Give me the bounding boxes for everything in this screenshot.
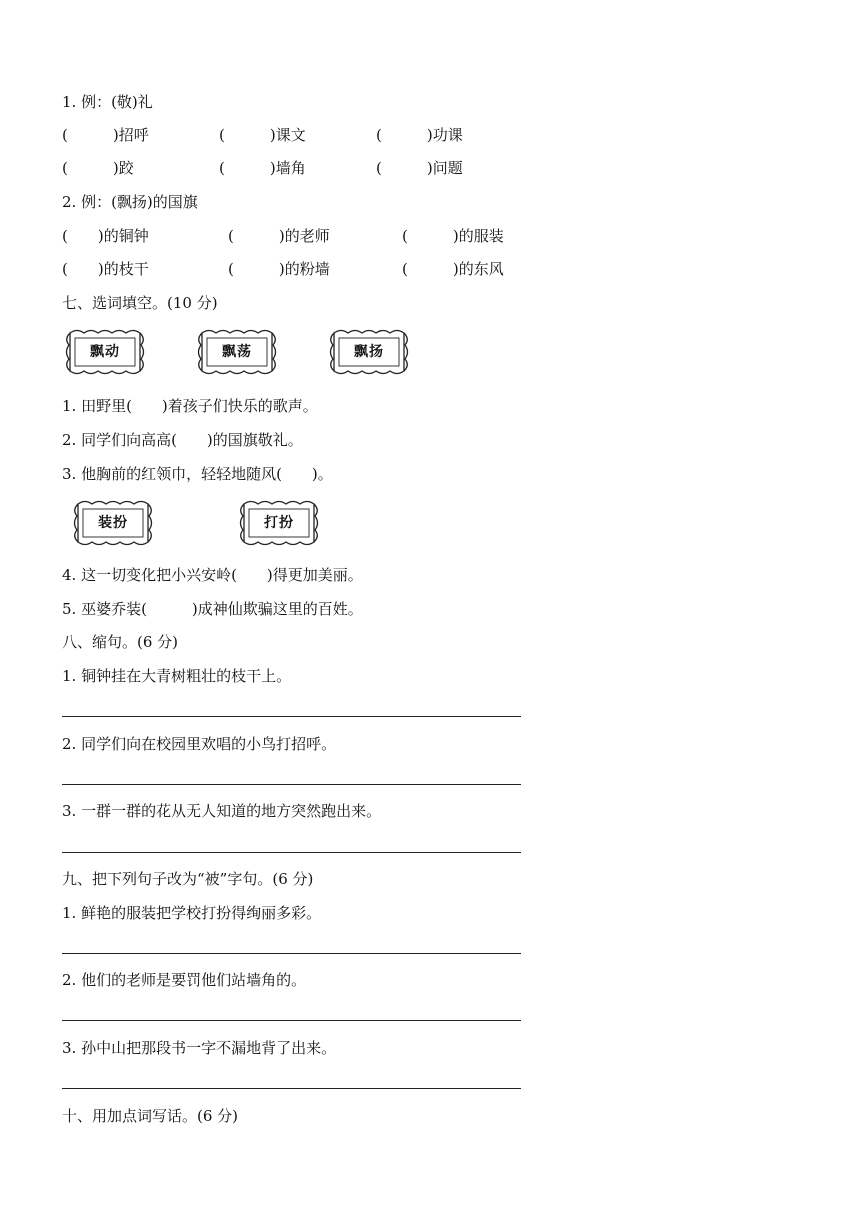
q6-blank-gongke: ( )功课	[376, 126, 463, 144]
q6-blank-laoshi: ( )的老师	[228, 227, 330, 245]
q7-sentence-5: 5. 巫婆乔装( )成神仙欺骗这里的百姓。	[62, 600, 363, 618]
word-box-zhuangban	[72, 500, 154, 546]
word-piaodong: 飘动	[90, 344, 120, 360]
q6-blank-tongzhong: ( )的铜钟	[62, 227, 149, 245]
q8-answer-line-2[interactable]	[62, 784, 521, 785]
q8-sentence-2: 2. 同学们向在校园里欢唱的小鸟打招呼。	[62, 735, 337, 753]
q9-sentence-3: 3. 孙中山把那段书一字不漏地背了出来。	[62, 1039, 337, 1057]
word-zhuangban: 装扮	[98, 515, 128, 531]
q8-answer-line-1[interactable]	[62, 716, 521, 717]
q8-sentence-3: 3. 一群一群的花从无人知道的地方突然跑出来。	[62, 802, 382, 820]
q10-title: 十、用加点词写话。(6 分)	[62, 1107, 239, 1125]
q9-answer-line-2[interactable]	[62, 1020, 521, 1021]
word-piaodang: 飘荡	[222, 344, 252, 360]
q8-title: 八、缩句。(6 分)	[62, 633, 179, 651]
q6-example-2: 2. 例：(飘扬)的国旗	[62, 193, 198, 211]
q7-title: 七、选词填空。(10 分)	[62, 294, 218, 312]
q6-blank-fuzhuang: ( )的服装	[402, 227, 504, 245]
q6-blank-jiao: ( )跤	[62, 159, 134, 177]
q9-answer-line-1[interactable]	[62, 953, 521, 954]
q9-answer-line-3[interactable]	[62, 1088, 521, 1089]
q7-sentence-2: 2. 同学们向高高( )的国旗敬礼。	[62, 431, 303, 449]
q6-blank-kewen: ( )课文	[219, 126, 306, 144]
q6-blank-zhaohu: ( )招呼	[62, 126, 149, 144]
q9-title: 九、把下列句子改为“被”字句。(6 分)	[62, 870, 314, 888]
q6-blank-qiangjiao: ( )墙角	[219, 159, 306, 177]
word-box-piaodong	[64, 329, 146, 375]
word-box-daban	[238, 500, 320, 546]
word-box-piaoyang	[328, 329, 410, 375]
q7-sentence-1: 1. 田野里( )着孩子们快乐的歌声。	[62, 397, 318, 415]
q9-sentence-2: 2. 他们的老师是要罚他们站墙角的。	[62, 971, 307, 989]
q6-blank-zhigan: ( )的枝干	[62, 260, 149, 278]
q7-sentence-4: 4. 这一切变化把小兴安岭( )得更加美丽。	[62, 566, 363, 584]
q6-blank-dongfeng: ( )的东风	[402, 260, 504, 278]
q7-sentence-3: 3. 他胸前的红领巾，轻轻地随风( )。	[62, 465, 333, 483]
q8-sentence-1: 1. 铜钟挂在大青树粗壮的枝干上。	[62, 667, 292, 685]
q6-blank-fenqiang: ( )的粉墙	[228, 260, 330, 278]
word-box-piaodang	[196, 329, 278, 375]
q9-sentence-1: 1. 鲜艳的服装把学校打扮得绚丽多彩。	[62, 904, 322, 922]
word-piaoyang: 飘扬	[354, 344, 384, 360]
q6-example-1: 1. 例：(敬)礼	[62, 93, 153, 111]
q8-answer-line-3[interactable]	[62, 852, 521, 853]
word-daban: 打扮	[264, 515, 294, 531]
q6-blank-wenti: ( )问题	[376, 159, 463, 177]
